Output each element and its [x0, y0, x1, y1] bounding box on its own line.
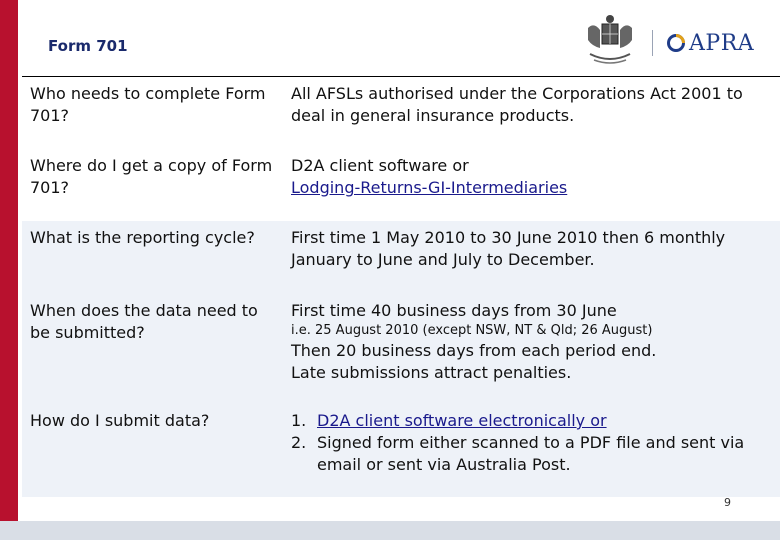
- accent-bar: [0, 0, 18, 540]
- coat-of-arms-icon: [580, 10, 640, 68]
- question-cell: What is the reporting cycle?: [30, 228, 255, 247]
- apra-logo-text: APRA: [689, 30, 755, 56]
- answer-line: First time 40 business days from 30 June: [291, 301, 617, 320]
- answer-text: D2A client software or: [291, 156, 469, 175]
- list-number: 2.: [291, 433, 307, 452]
- d2a-software-link[interactable]: D2A client software electronically or: [317, 411, 607, 430]
- page-number: 9: [724, 496, 731, 509]
- list-item: [291, 410, 772, 432]
- footer-bar: [0, 521, 780, 540]
- table-row: [22, 404, 780, 497]
- logo-area: [580, 10, 760, 70]
- answer-line: Then 20 business days from each period end.: [291, 341, 657, 360]
- list-item: [291, 432, 772, 476]
- answer-cell: [283, 294, 780, 404]
- question-cell: Who needs to complete Form 701?: [22, 77, 283, 150]
- answer-cell: [283, 404, 780, 497]
- list-number: 1.: [291, 411, 307, 430]
- lodging-returns-link[interactable]: Lodging-Returns-GI-Intermediaries: [291, 178, 568, 197]
- answer-cell: All AFSLs authorised under the Corporations Act 2001 to deal in general insurance products.: [283, 77, 780, 150]
- table-row: [22, 294, 780, 404]
- apra-ring-icon: [666, 33, 686, 53]
- answer-line: Late submissions attract penalties.: [291, 363, 572, 382]
- page-title: Form 701: [48, 37, 128, 55]
- question-cell: Where do I get a copy of Form 701?: [30, 156, 273, 197]
- question-cell: How do I submit data?: [30, 411, 210, 430]
- table-row: [22, 221, 780, 294]
- question-cell: When does the data need to be submitted?: [30, 301, 258, 342]
- answer-cell: [283, 149, 780, 221]
- answer-cell: First time 1 May 2010 to 30 June 2010 then 6 monthly January to June and July to December.: [291, 228, 726, 269]
- faq-table: [22, 76, 780, 497]
- table-row: [22, 77, 780, 150]
- answer-line-small: i.e. 25 August 2010 (except NSW, NT & Qld; 26 August): [291, 323, 653, 338]
- table-row: [22, 149, 780, 221]
- logo-divider: [652, 30, 653, 56]
- list-text: Signed form either scanned to a PDF file and sent via email or sent via Australia Post.: [317, 433, 745, 474]
- apra-logo: [666, 28, 754, 58]
